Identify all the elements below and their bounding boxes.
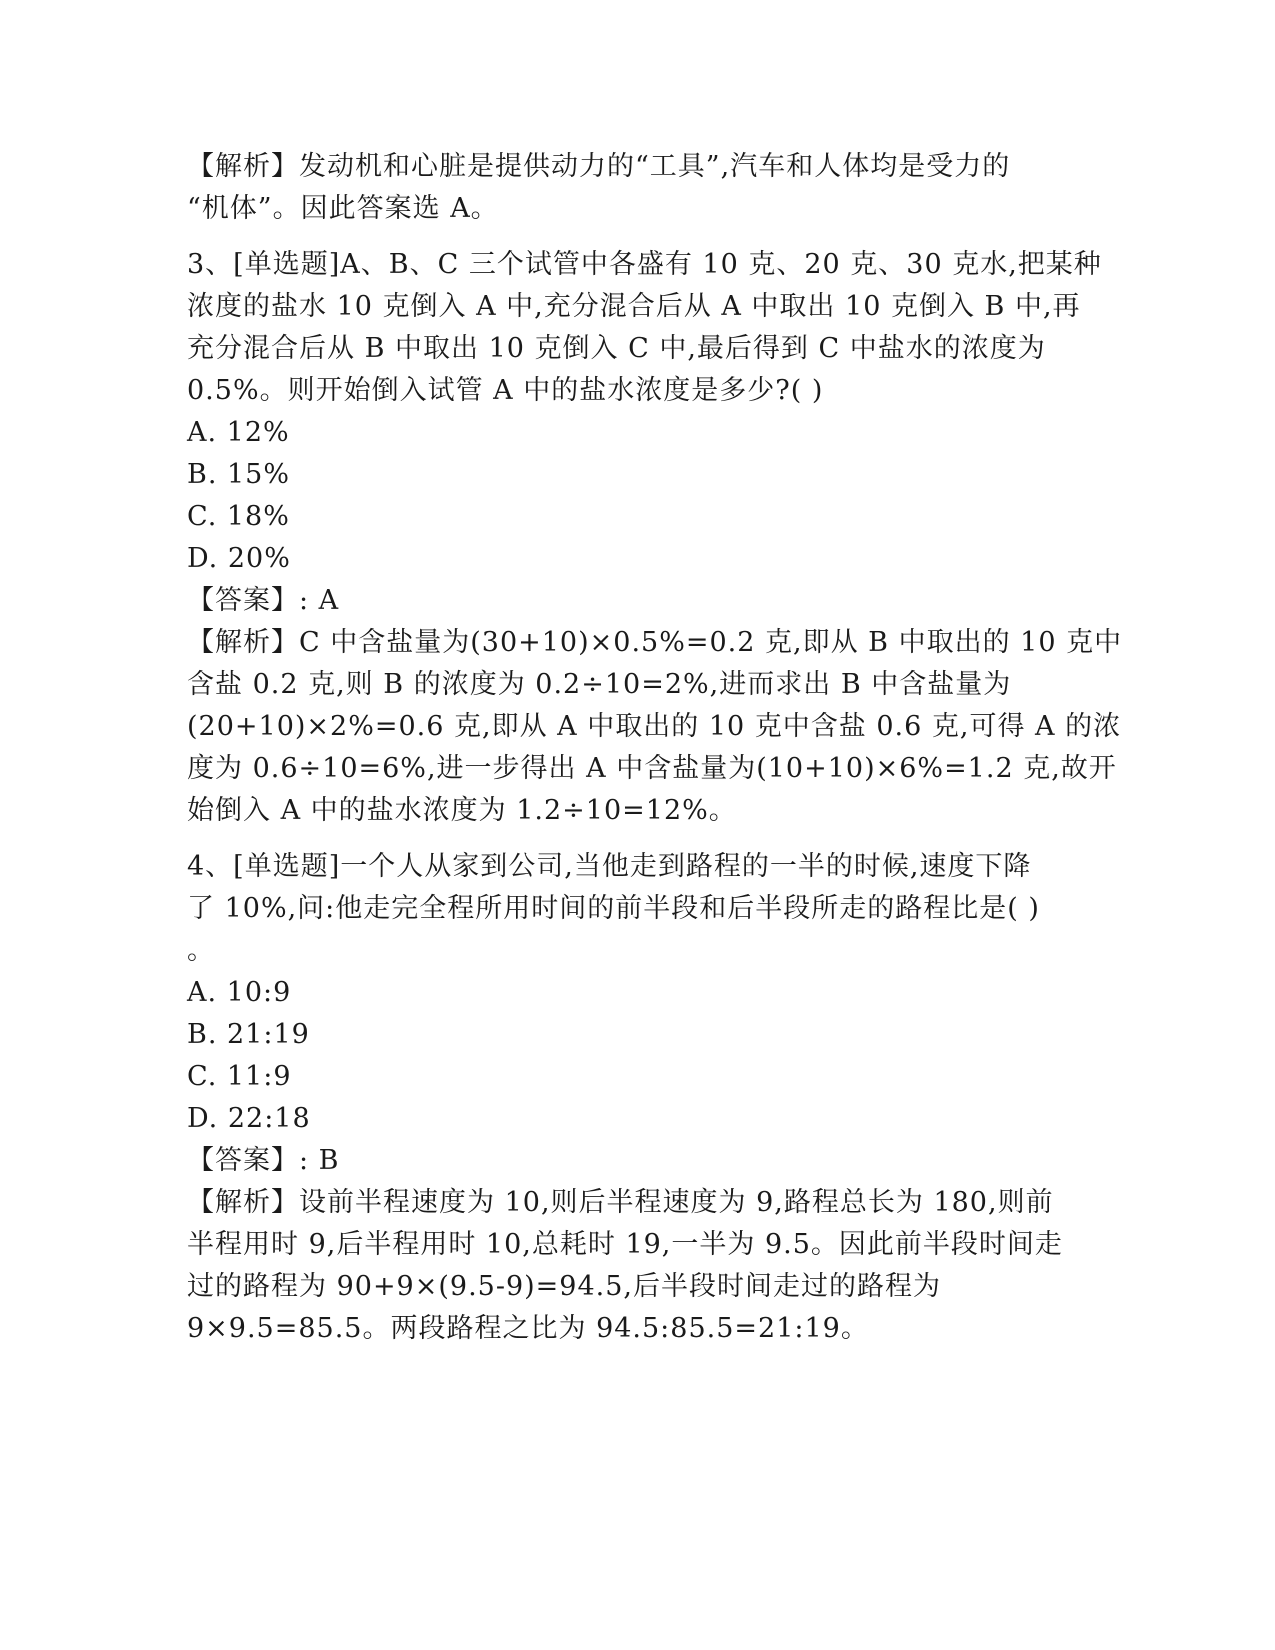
question-4-analysis-line: 过的路程为 90+9×(9.5-9)=94.5,后半段时间走过的路程为 — [187, 1271, 941, 1302]
question-3-analysis-line: 度为 0.6÷10=6%,进一步得出 A 中含盐量为(10+10)×6%=1.2 克,故开 — [187, 753, 1117, 784]
analysis-line: 【解析】发动机和心脏是提供动力的“工具”,汽车和人体均是受力的 — [187, 151, 1011, 182]
question-3-analysis-line: 含盐 0.2 克,则 B 的浓度为 0.2÷10=2%,进而求出 B 中含盐量为 — [187, 669, 1012, 700]
question-3-option-a: A. 12% — [187, 417, 290, 448]
question-4-analysis-line: 9×9.5=85.5。两段路程之比为 94.5:85.5=21:19。 — [187, 1313, 869, 1344]
question-3-option-c: C. 18% — [187, 501, 290, 532]
question-4-option-c: C. 11:9 — [187, 1061, 292, 1092]
document-page — [187, 146, 1123, 1350]
question-4-text-line: 了 10%,问:他走完全程所用时间的前半段和后半段所走的路程比是( ) — [187, 893, 1040, 924]
question-3-option-d: D. 20% — [187, 543, 291, 574]
question-3-text-line: 充分混合后从 B 中取出 10 克倒入 C 中,最后得到 C 中盐水的浓度为 — [187, 333, 1046, 364]
question-3-answer: 【答案】: A — [187, 585, 340, 616]
analysis-line: “机体”。因此答案选 A。 — [187, 193, 499, 224]
question-4-answer: 【答案】: B — [187, 1145, 340, 1176]
analysis-block-prev — [187, 146, 1087, 230]
question-4-option-b: B. 21:19 — [187, 1019, 310, 1050]
question-3 — [187, 244, 1123, 832]
question-3-analysis-line: (20+10)×2%=0.6 克,即从 A 中取出的 10 克中含盐 0.6 克,可得 A 的浓 — [187, 711, 1122, 742]
question-3-analysis-line: 始倒入 A 中的盐水浓度为 1.2÷10=12%。 — [187, 795, 737, 826]
question-3-option-b: B. 15% — [187, 459, 291, 490]
question-3-text-line: 0.5%。则开始倒入试管 A 中的盐水浓度是多少?( ) — [187, 375, 824, 406]
question-4-option-a: A. 10:9 — [187, 977, 292, 1008]
question-4-analysis-line: 半程用时 9,后半程用时 10,总耗时 19,一半为 9.5。因此前半段时间走 — [187, 1229, 1063, 1260]
question-4 — [187, 846, 1087, 1350]
question-3-analysis-line: 【解析】C 中含盐量为(30+10)×0.5%=0.2 克,即从 B 中取出的 10 克中 — [187, 627, 1123, 658]
question-4-text-line: 4、[单选题]一个人从家到公司,当他走到路程的一半的时候,速度下降 — [187, 851, 1032, 882]
question-3-text-line: 浓度的盐水 10 克倒入 A 中,充分混合后从 A 中取出 10 克倒入 B 中,再 — [187, 291, 1081, 322]
question-4-analysis-line: 【解析】设前半程速度为 10,则后半程速度为 9,路程总长为 180,则前 — [187, 1187, 1054, 1218]
question-4-text-line: 。 — [187, 935, 215, 966]
question-3-text-line: 3、[单选题]A、B、C 三个试管中各盛有 10 克、20 克、30 克水,把某种 — [187, 249, 1102, 280]
question-4-option-d: D. 22:18 — [187, 1103, 311, 1134]
